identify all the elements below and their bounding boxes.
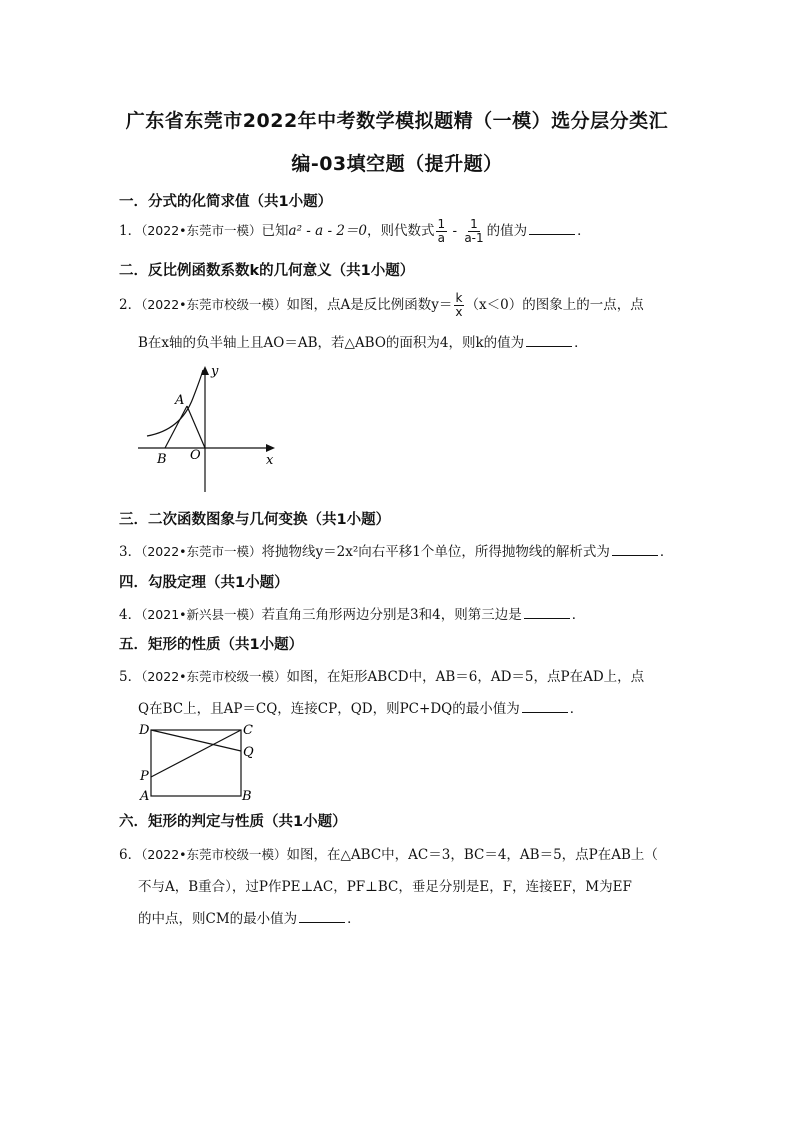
- question-end: ．: [571, 607, 586, 623]
- question-source: （2022•东莞市校级一模）: [141, 669, 287, 684]
- question-text: 的值为: [486, 223, 528, 239]
- label-C: C: [243, 723, 253, 738]
- label-B: B: [157, 452, 167, 467]
- section-heading-1: 一．分式的化简求值（共1小题）: [119, 194, 333, 210]
- question-source: （2022•东莞市校级一模）: [141, 847, 287, 862]
- question-number: 3．: [119, 544, 142, 560]
- question-6-line-3: [138, 907, 361, 927]
- section-heading-6: 六．矩形的判定与性质（共1小题）: [119, 814, 347, 830]
- question-5-line-1: [119, 665, 644, 685]
- question-5-line-2: [138, 697, 583, 717]
- question-text: 已知: [261, 223, 289, 239]
- question-number: 1．: [119, 223, 142, 239]
- question-end: ．: [659, 544, 674, 560]
- question-text: 的中点，则CM的最小值为: [138, 911, 298, 927]
- denominator: a: [437, 231, 446, 245]
- segment-AB: [165, 406, 187, 448]
- answer-blank[interactable]: [526, 334, 572, 347]
- question-text: （x＜0）的图象上的一点，点: [465, 297, 644, 313]
- segment-DQ: [151, 730, 241, 751]
- section-heading-2: 二．反比例函数系数k的几何意义（共1小题）: [119, 263, 415, 279]
- label-B: B: [242, 789, 252, 802]
- question-source: （2022•东莞市一模）: [141, 544, 262, 559]
- numerator: 1: [437, 217, 446, 231]
- question-text: 如图，在△ABC中，AC＝3，BC＝4，AB＝5，点P在AB上（: [286, 847, 658, 863]
- figure-rectangle: [136, 720, 262, 802]
- question-number: 4．: [119, 607, 142, 623]
- question-end: ．: [577, 223, 591, 239]
- answer-blank[interactable]: [522, 700, 568, 713]
- fraction-k-over-x: [453, 292, 464, 319]
- question-number: 5．: [119, 669, 142, 685]
- label-x: x: [266, 453, 274, 468]
- x-axis-arrow-icon: [266, 444, 275, 452]
- label-D: D: [139, 723, 150, 738]
- question-text: 不与A，B重合），过P作PE⊥AC，PF⊥BC，垂足分别是E，F，连接EF，M为EF: [138, 879, 632, 895]
- question-text: 如图，在矩形ABCD中，AB＝6，AD＝5，点P在AD上，点: [286, 669, 645, 685]
- answer-blank[interactable]: [529, 222, 575, 235]
- question-number: 6．: [119, 847, 142, 863]
- question-4: [119, 603, 585, 623]
- question-6-line-1: [119, 843, 658, 863]
- label-A: A: [140, 789, 150, 802]
- equation: a² - a - 2＝0: [288, 223, 368, 239]
- question-text: 如图，点A是反比例函数y＝: [286, 297, 453, 313]
- question-text: B在x轴的负半轴上且AO＝AB，若△ABO的面积为4，则k的值为: [138, 335, 525, 351]
- section-heading-5: 五．矩形的性质（共1小题）: [119, 637, 304, 653]
- page-title-line-2: 编-03填空题（提升题）: [291, 153, 503, 175]
- question-source: （2022•东莞市校级一模）: [141, 297, 287, 312]
- question-text: 将抛物线y＝2x²向右平移1个单位，所得抛物线的解析式为: [261, 544, 610, 560]
- answer-blank[interactable]: [524, 606, 570, 619]
- question-2-line-1: [119, 292, 644, 319]
- minus-sign: -: [448, 223, 462, 239]
- question-number: 2．: [119, 297, 142, 313]
- numerator: k: [455, 291, 463, 305]
- label-y: y: [211, 364, 219, 379]
- label-Q: Q: [243, 745, 254, 760]
- label-O: O: [190, 448, 201, 463]
- answer-blank[interactable]: [612, 543, 658, 556]
- figure-inverse-function: [135, 362, 285, 494]
- question-text: 若直角三角形两边分别是3和4，则第三边是: [261, 607, 522, 623]
- question-3: [119, 540, 673, 560]
- label-P: P: [140, 769, 149, 784]
- numerator: 1: [470, 217, 478, 231]
- question-6-line-2: [138, 875, 632, 895]
- question-end: ．: [574, 335, 588, 351]
- segment-PC: [151, 730, 241, 777]
- segment-AO: [187, 406, 205, 448]
- question-text: ，则代数式: [367, 223, 435, 239]
- denominator: a-1: [464, 231, 484, 245]
- question-2-line-2: [138, 331, 588, 351]
- fraction-2: [462, 218, 485, 245]
- section-heading-4: 四．勾股定理（共1小题）: [119, 575, 289, 591]
- question-source: （2022•东莞市一模）: [141, 223, 262, 238]
- question-end: ．: [569, 701, 584, 717]
- section-heading-3: 三．二次函数图象与几何变换（共1小题）: [119, 512, 391, 528]
- denominator: x: [455, 305, 463, 319]
- fraction-1: [436, 218, 448, 245]
- answer-blank[interactable]: [299, 910, 345, 923]
- question-end: ．: [347, 911, 361, 927]
- question-text: Q在BC上，且AP＝CQ，连接CP，QD，则PC+DQ的最小值为: [138, 701, 520, 717]
- label-A: A: [175, 393, 185, 408]
- page-title-line-1: 广东省东莞市2022年中考数学模拟题精（一模）选分层分类汇: [125, 110, 669, 132]
- question-1: [119, 218, 591, 245]
- question-source: （2021•新兴县一模）: [141, 607, 262, 622]
